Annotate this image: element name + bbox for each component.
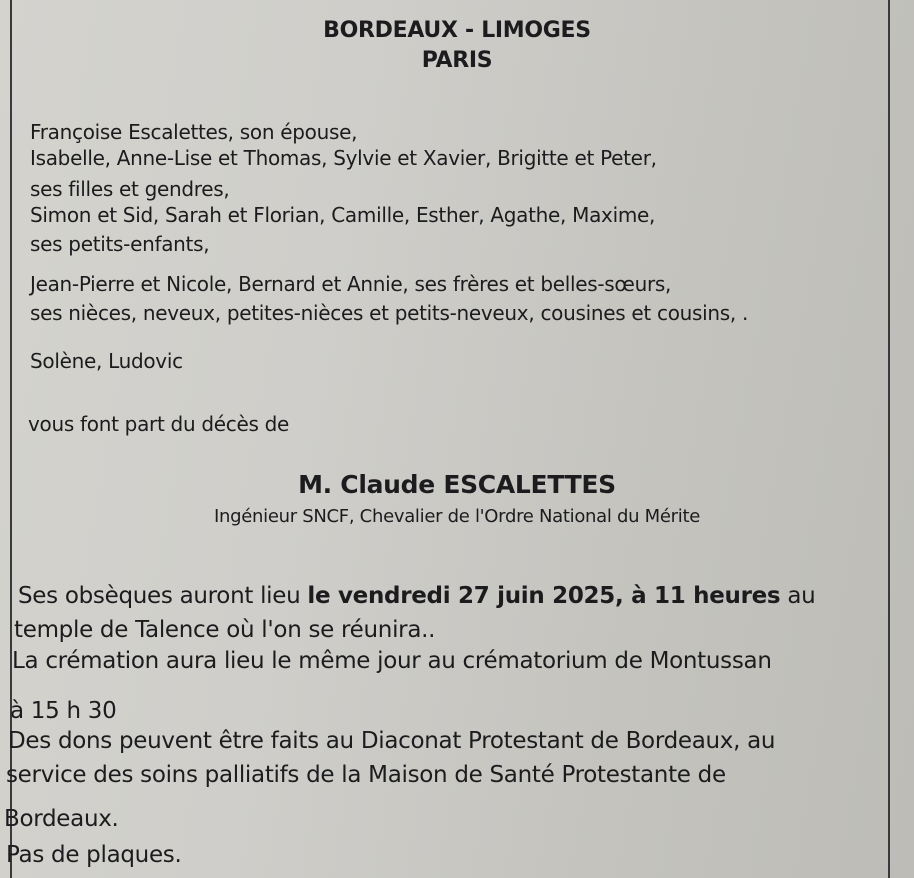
deceased-title: Ingénieur SNCF, Chevalier de l'Ordre National du Mérite bbox=[214, 506, 700, 527]
header-cities: BORDEAUX - LIMOGES bbox=[323, 18, 591, 43]
donation-line: Des dons peuvent être faits au Diaconat Protestant de Bordeaux, au bbox=[8, 728, 776, 754]
family-line: Jean-Pierre et Nicole, Bernard et Annie, ses frères et belles-sœurs, bbox=[30, 272, 672, 296]
family-line: Simon et Sid, Sarah et Florian, Camille, Esther, Agathe, Maxime, bbox=[30, 203, 656, 227]
funeral-text-pre: Ses obsèques auront lieu bbox=[18, 583, 308, 609]
family-line: ses nièces, neveux, petites-nièces et petits-neveux, cousines et cousins, . bbox=[30, 301, 749, 325]
cremation-line: La crémation aura lieu le même jour au crématorium de Montussan bbox=[12, 648, 772, 674]
announce-text: vous font part du décès de bbox=[28, 412, 290, 436]
family-line: ses filles et gendres, bbox=[30, 177, 230, 201]
family-line: Solène, Ludovic bbox=[30, 349, 183, 373]
family-line: Françoise Escalettes, son épouse, bbox=[30, 120, 358, 144]
funeral-details-line: temple de Talence où l'on se réunira.. bbox=[14, 617, 436, 643]
cremation-time: à 15 h 30 bbox=[10, 698, 117, 724]
family-line: Isabelle, Anne-Lise et Thomas, Sylvie et Xavier, Brigitte et Peter, bbox=[30, 146, 657, 170]
funeral-date-time: le vendredi 27 juin 2025, à 11 heures bbox=[307, 583, 781, 609]
donation-line: Bordeaux. bbox=[4, 806, 119, 832]
funeral-text-post: au bbox=[780, 583, 816, 609]
family-line: ses petits-enfants, bbox=[30, 232, 210, 256]
donation-line: service des soins palliatifs de la Maison de Santé Protestante de bbox=[6, 762, 726, 788]
deceased-name: M. Claude ESCALETTES bbox=[298, 470, 616, 499]
funeral-details-line bbox=[18, 583, 815, 609]
no-plaques-line: Pas de plaques. bbox=[6, 842, 182, 868]
header-city-paris: PARIS bbox=[421, 48, 493, 73]
